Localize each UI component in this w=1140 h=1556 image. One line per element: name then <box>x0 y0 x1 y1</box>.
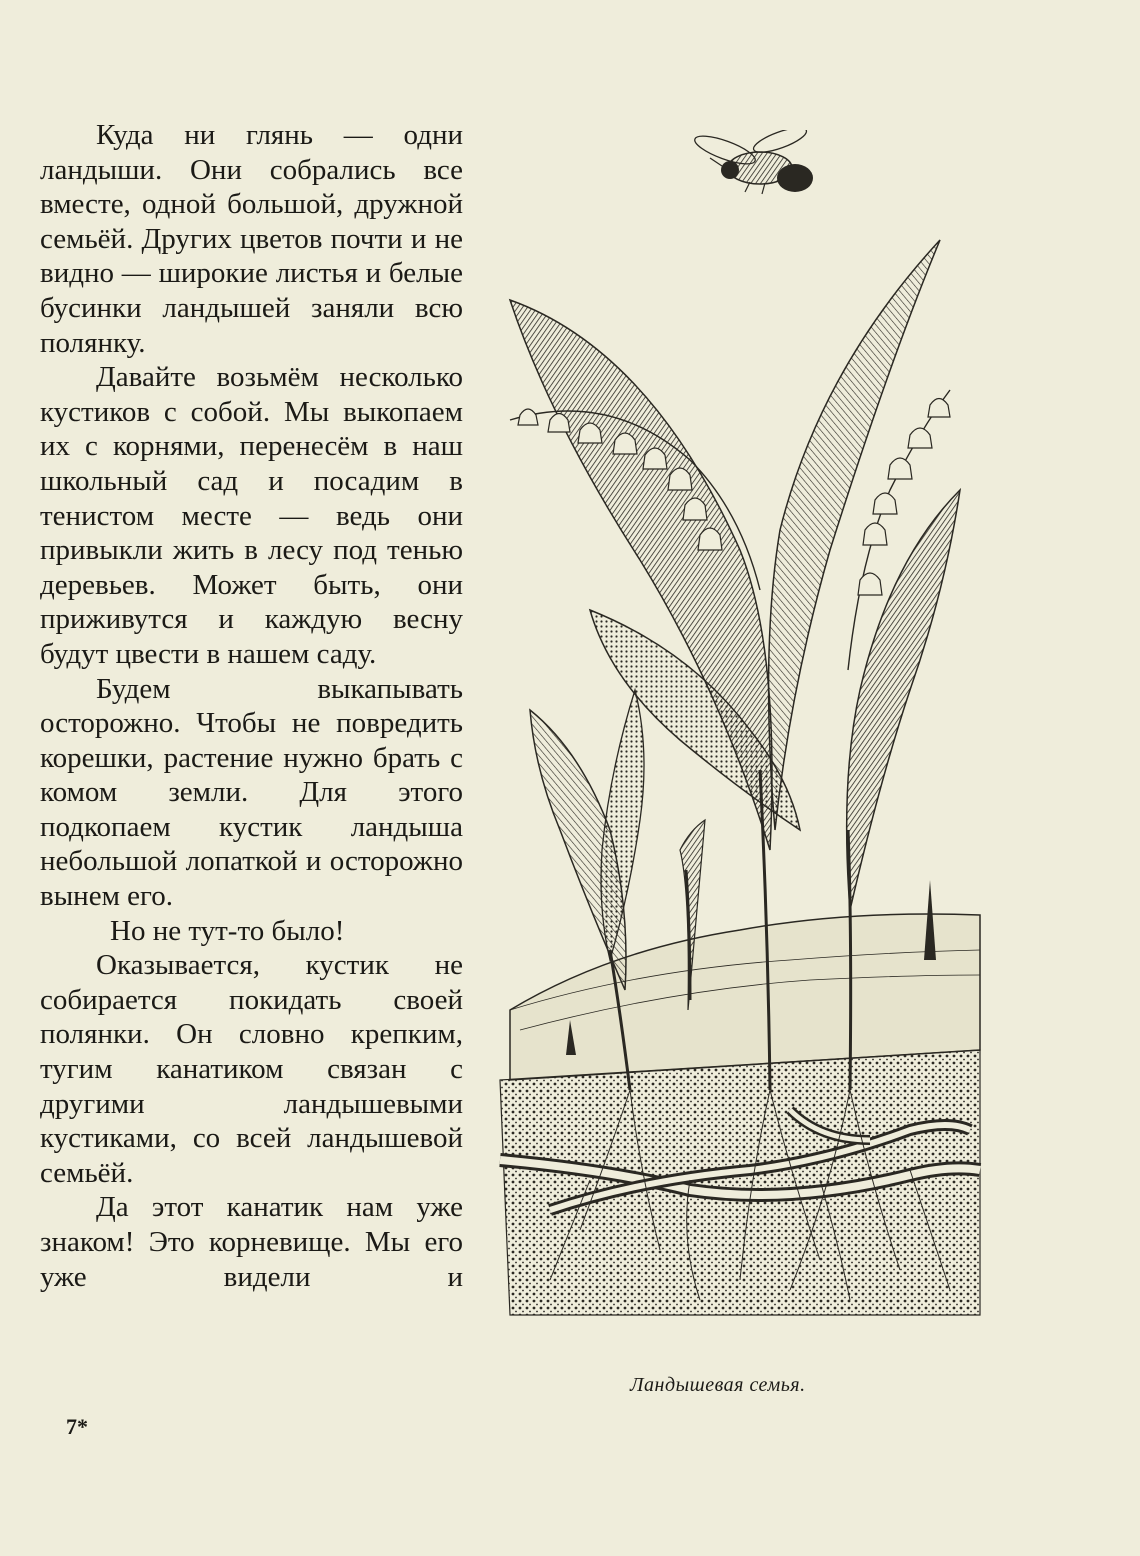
paragraph: Оказывается, кустик не собирается покидать своей полянки. Он словно крепким, тугим канатиком связан с другими ландышевыми кустиками, со всей ландышевой семьёй. <box>40 949 463 1189</box>
body-text <box>40 118 463 1294</box>
leaf <box>847 490 960 910</box>
paragraph: Будем выкапывать осторожно. Чтобы не повредить корешки, растение нужно брать с комом земли. Для этого подкопаем кустик ландыша небольшой лопаткой и осторожно вынем его. <box>40 672 463 913</box>
paragraph: Куда ни глянь — одни ландыши. Они собрались все вместе, одной большой, дружной семьёй. Других цветов почти и не видно — широкие листья и белые бусинки ландышей заняли всю полянку. <box>40 119 463 359</box>
paragraph: Да этот канатик нам уже знаком! Это корневище. Мы его уже видели и <box>40 1191 463 1293</box>
page-number: 7* <box>66 1414 88 1439</box>
paragraph: Давайте возьмём несколько кустиков с собой. Мы выкопаем их с корнями, перенесём в наш школьный сад и посадим в тенистом месте — ведь они привыкли жить в лесу под тенью деревьев. Может быть, они приживутся и каждую весну будут цвести в нашем саду. <box>40 361 463 670</box>
bee-icon <box>692 130 813 194</box>
lily-of-the-valley-illustration <box>490 130 990 1330</box>
figure-caption: Ландышевая семья. <box>630 1374 806 1396</box>
paragraph: Но не тут-то было! <box>110 914 345 947</box>
